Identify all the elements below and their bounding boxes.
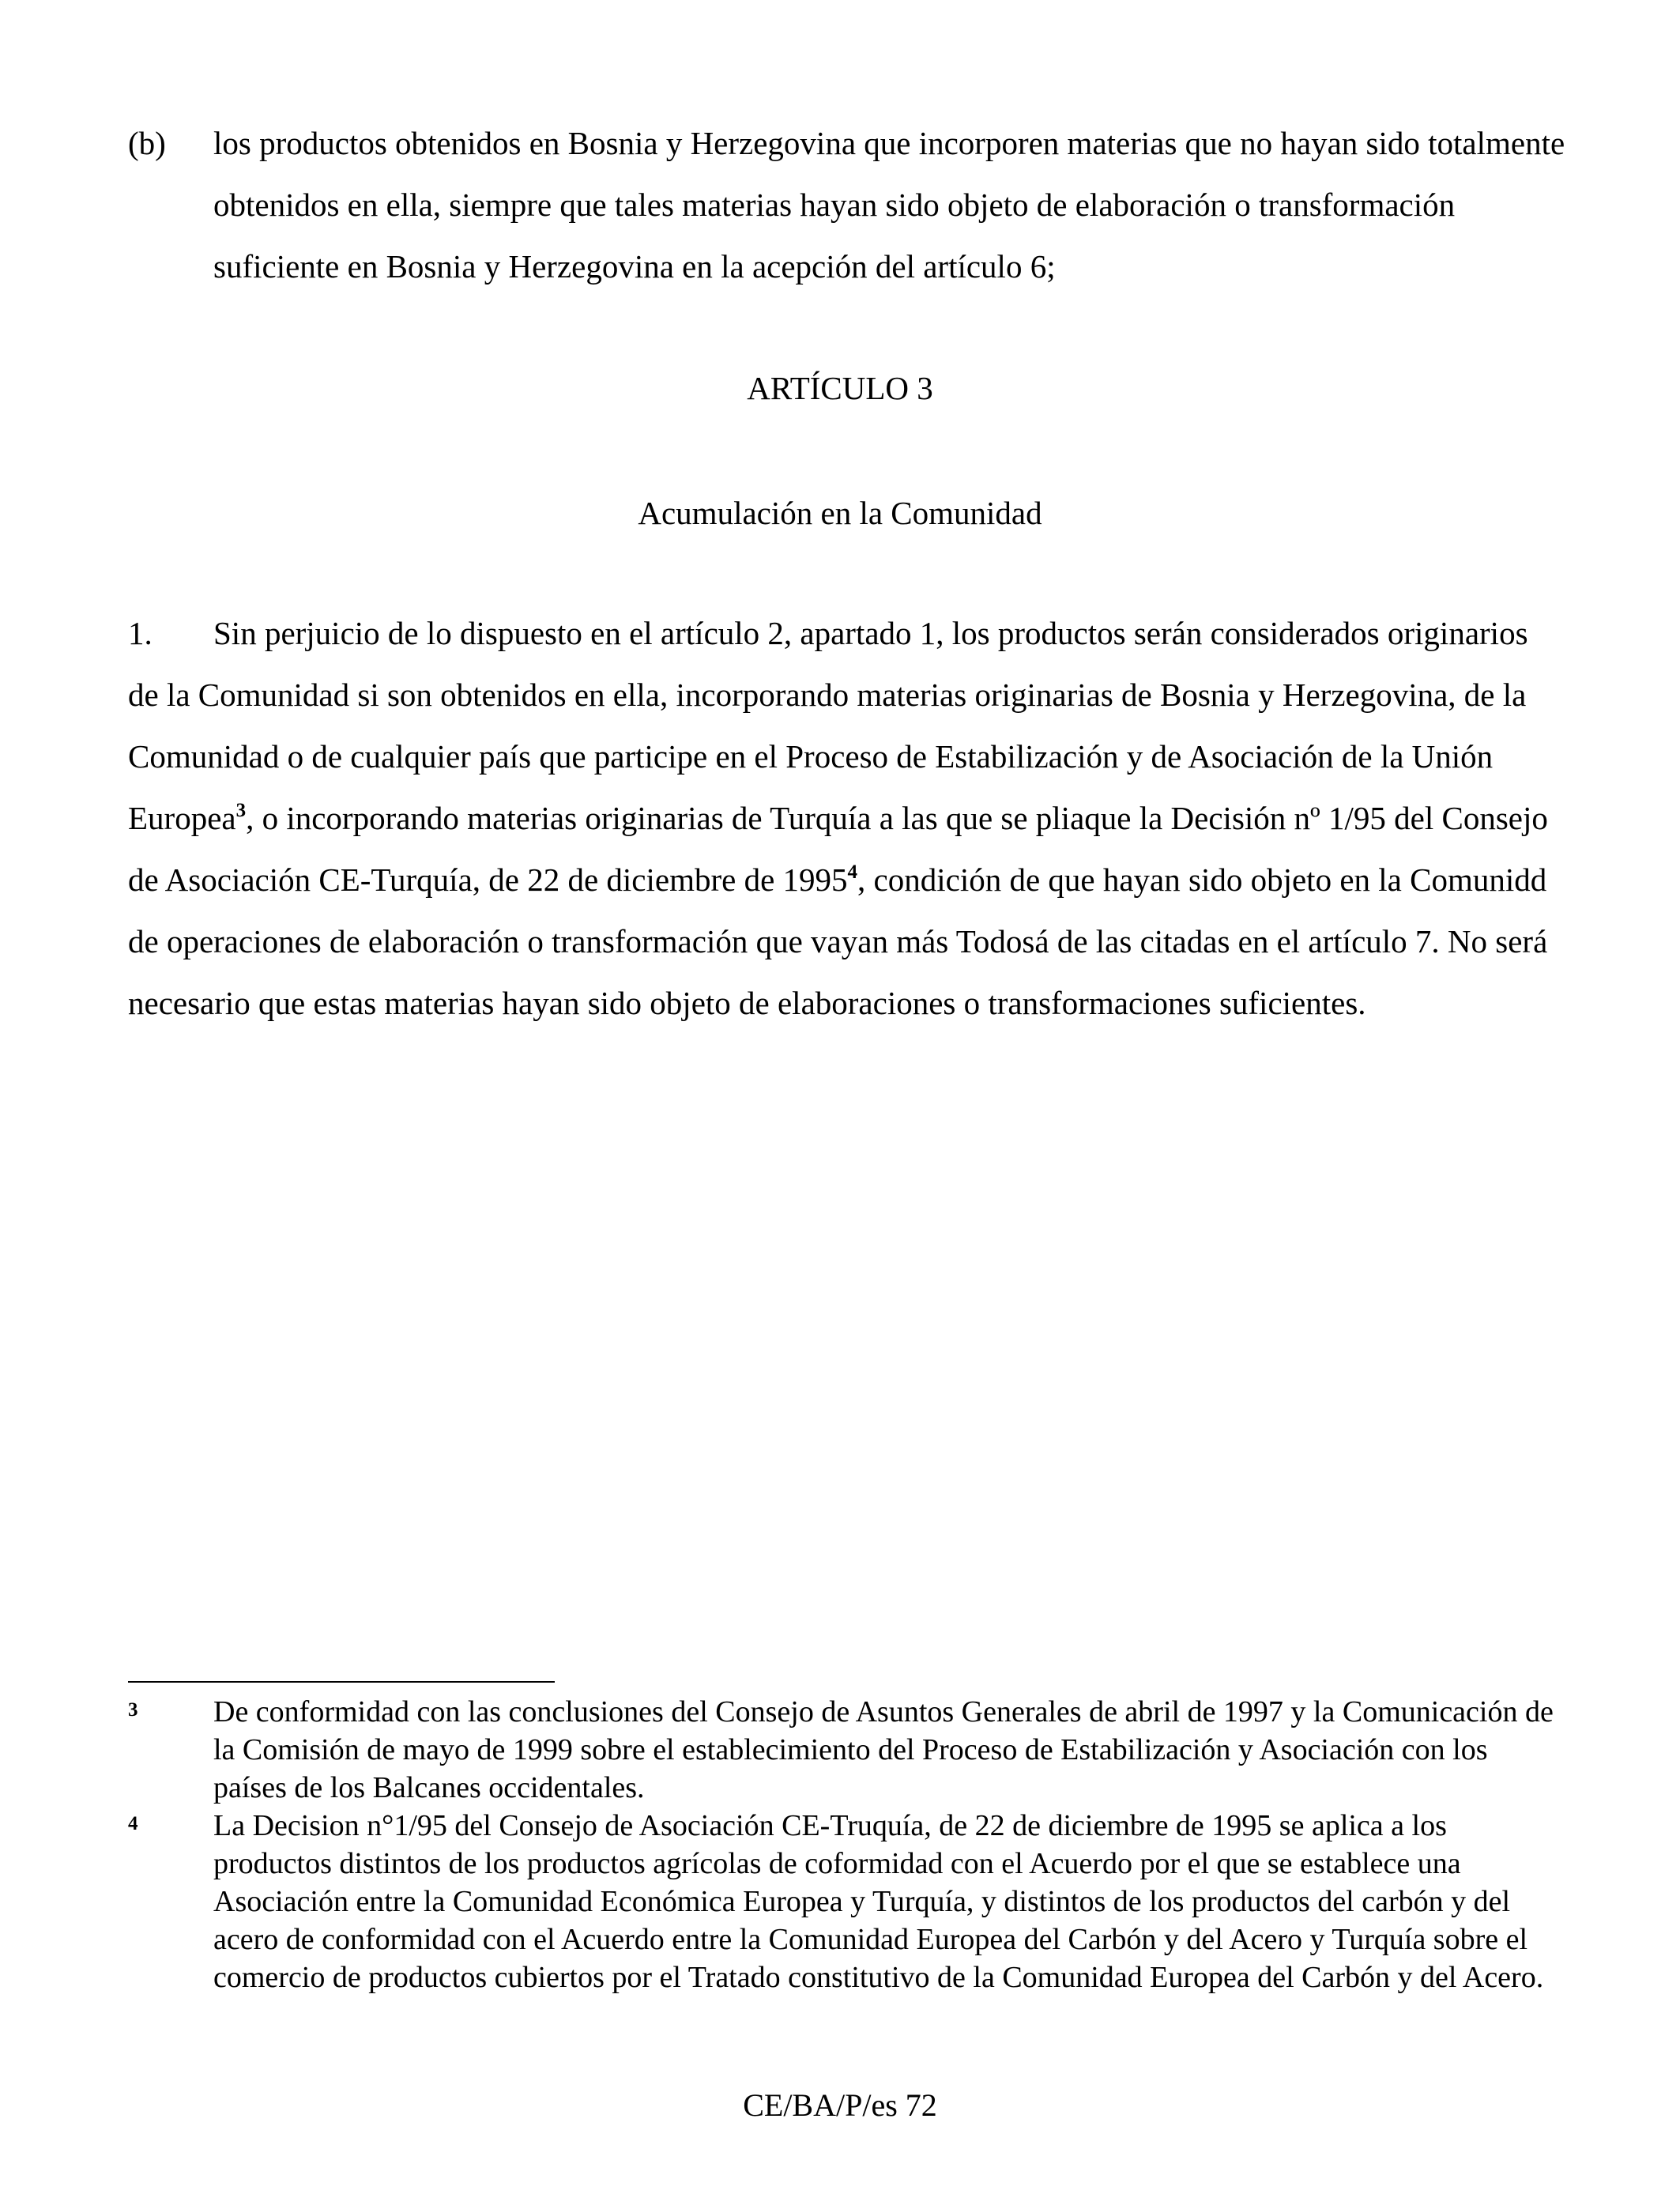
footnote-text: De conformidad con las conclusiones del Consejo de Asuntos Generales de abril de 1997 y la Comunicación de la Comisión de mayo de 1999 sobre el establecimiento del Proceso de Estabilización y Asociación con los países de los Balcanes occidentales. xyxy=(213,1695,1554,1804)
list-item-text: los productos obtenidos en Bosnia y Herzegovina que incorporen materias que no hayan sido totalmente obtenidos en ella, siempre que tales materias hayan sido objeto de elaboración o transformación suficiente en Bosnia y Herzegovina en la acepción del artículo 6; xyxy=(213,125,1565,285)
article-title: Acumulación en la Comunidad xyxy=(638,495,1042,531)
article-number: ARTÍCULO 3 xyxy=(747,370,933,406)
paragraph-text-part-1: Sin perjuicio de lo dispuesto en el artículo 2, apartado 1, los productos serán considerados originarios de la Comunidad si son obtenidos en ella, incorporando materias originarias de Bosnia y Herzegovina, de la Comunidad o de cualquier país que participe en el Proceso de Estabilización y de Asociación de la Unión Europea xyxy=(128,615,1528,836)
list-item-b xyxy=(128,112,1566,297)
page-reference: CE/BA/P/es 72 xyxy=(743,2087,937,2123)
paragraph-number: 1. xyxy=(128,615,153,651)
footnote-ref-4[interactable]: 4 xyxy=(847,861,858,883)
footnote-text: La Decision n°1/95 del Consejo de Asociación CE-Truquía, de 22 de diciembre de 1995 se aplica a los productos distintos de los productos agrícolas de coformidad con el Acuerdo por el que se establece una Asociación entre la Comunidad Económica Europea y Turquía, y distintos de los productos del carbón y del acero de conformidad con el Acuerdo entre la Comunidad Europea del Carbón y del Acero y Turquía sobre el comercio de productos cubiertos por el Tratado constitutivo de la Comunidad Europea del Carbón y del Acero. xyxy=(213,1809,1544,1994)
footnote-4 xyxy=(128,1807,1566,1996)
footnote-ref-3[interactable]: 3 xyxy=(235,800,247,821)
paragraph-text-part-3: , condición de que hayan sido objeto en la Comunidd de operaciones de elaboración o transformación que vayan más Todosá de las citadas en el artículo 7. No será necesario que estas materias hayan sido objeto de elaboraciones o transformaciones suficientes. xyxy=(128,861,1548,1021)
paragraph-text-part-2: , o incorporando materias originarias de Turquía a las que se pliaque la Decisión nº 1/95 del Consejo de Asociación CE-Turquía, de 22 de diciembre de 1995 xyxy=(128,800,1548,898)
paragraph-1 xyxy=(128,602,1566,1034)
footnote-separator xyxy=(128,1681,555,1683)
footnotes xyxy=(128,1693,1566,1996)
list-item-label: (b) xyxy=(128,125,166,161)
footnote-number: 4 xyxy=(128,1813,138,1834)
footnote-number: 3 xyxy=(128,1699,138,1721)
footnote-3 xyxy=(128,1693,1566,1807)
